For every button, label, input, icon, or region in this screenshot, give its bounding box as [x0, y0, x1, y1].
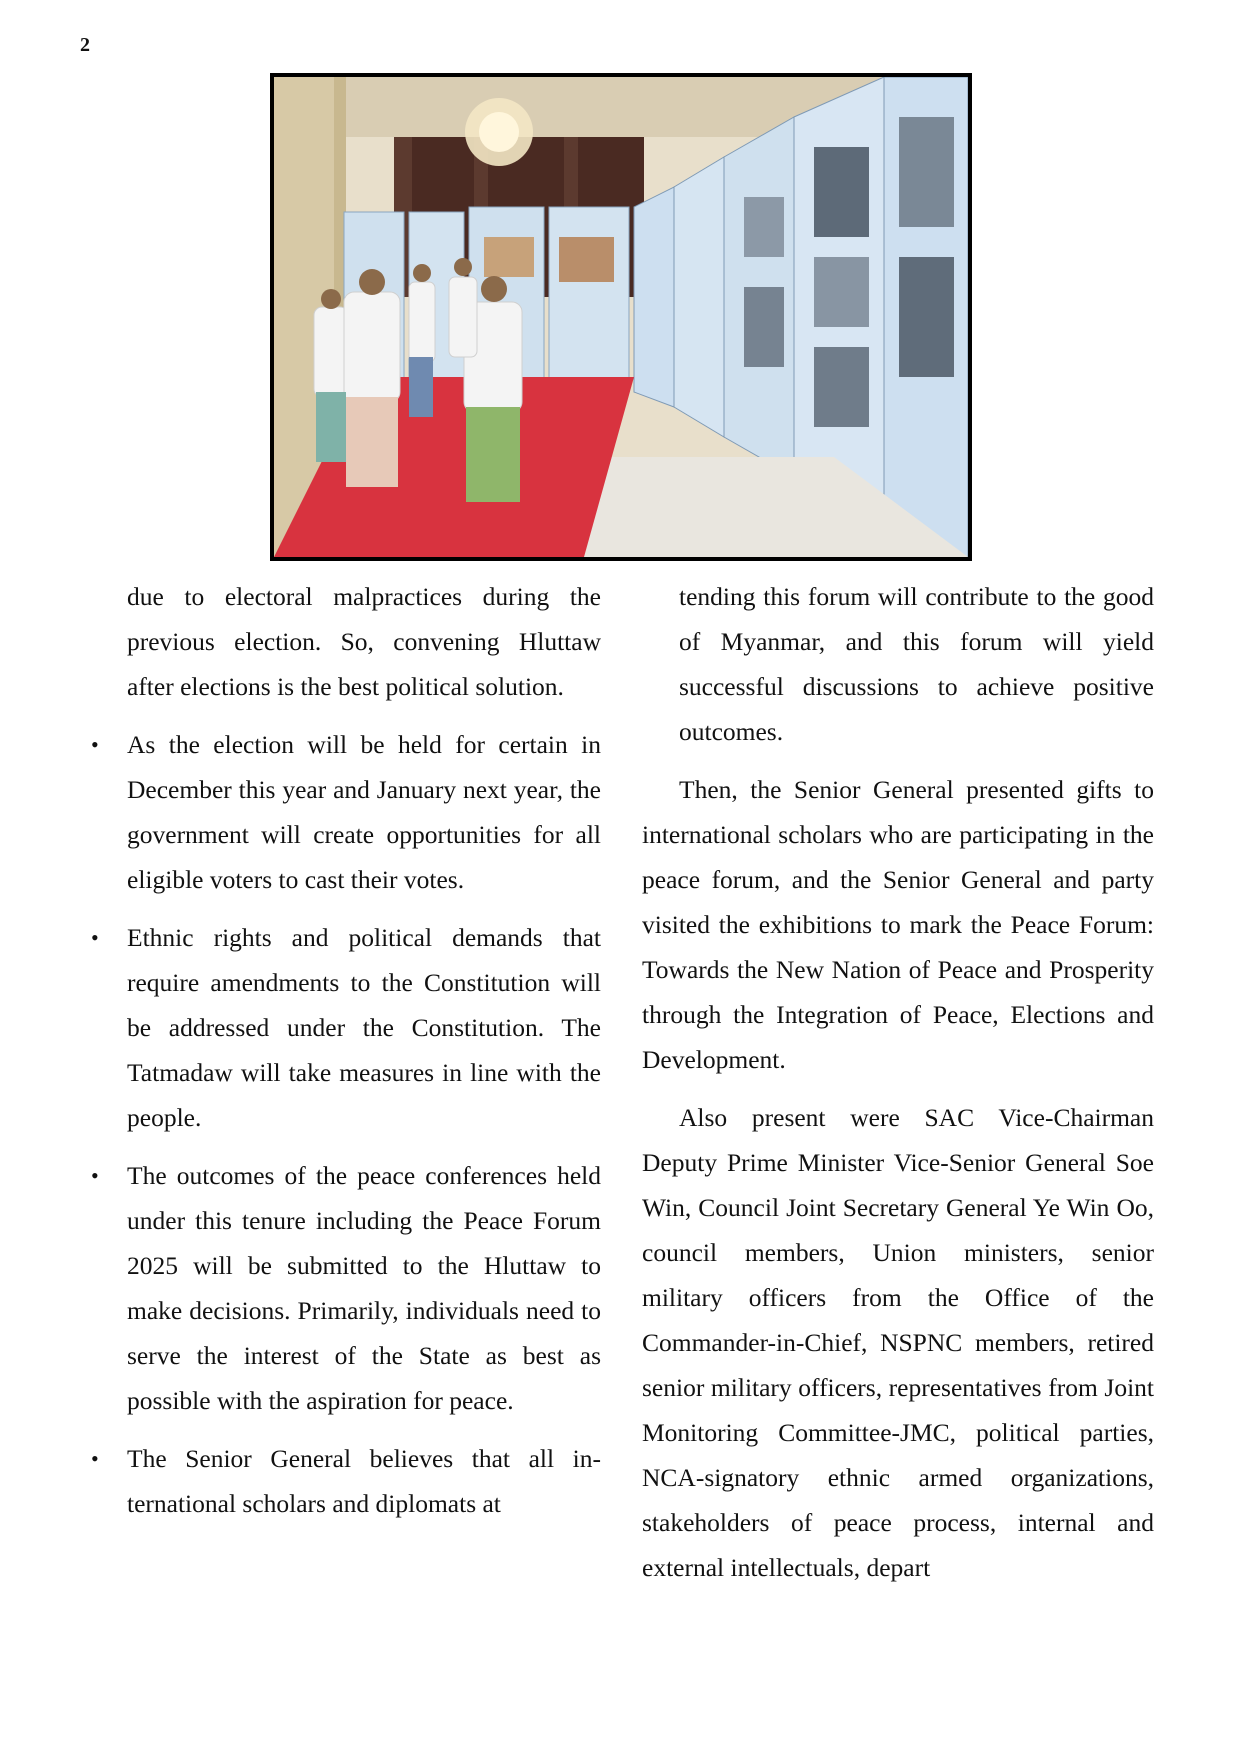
bullet-item	[91, 722, 601, 902]
bullet-text: As the election will be held for certain in December this year and January next year, the government will create opportunities for all eligible voters to cast their votes.	[127, 730, 601, 894]
bullet-item	[91, 915, 601, 1140]
body-paragraph: Also present were SAC Vice-Chairman Deputy Prime Minister Vice-Senior General Soe Win, Council Joint Secretary General Ye Win Oo, council members, Union ministers, senior military officers from the Office of the Commander-in-Chief, NSPNC members, retired senior military officers, representatives from Joint Monitoring Committee-JMC, political parties, NCA-signatory ethnic armed organizations, stakeholders of peace process, internal and external intellectuals, depart	[642, 1103, 1154, 1582]
bullet-list	[91, 722, 601, 1526]
left-continuation-paragraph: due to electoral malpractices during the previous election. So, convening Hluttaw after elections is the best political solution.	[127, 582, 601, 701]
bullet-text: Ethnic rights and political demands that require amendments to the Constitution will be addressed under the Constitution. The Tatmadaw will take measures in line with the people.	[127, 923, 601, 1132]
bullet-item	[91, 1436, 601, 1526]
bullet-text: The Senior General believes that all international scholars and diplomats at	[127, 1444, 601, 1518]
page-number: 2	[80, 34, 90, 56]
body-paragraph: Then, the Senior General presented gifts to international scholars who are participating in the peace forum, and the Senior General and party visited the exhibitions to mark the Peace Forum: Towards the New Nation of Peace and Prosperity through the Integration of Peace, Elections and Development.	[642, 775, 1154, 1074]
exhibition-photo	[270, 73, 972, 561]
right-continuation-paragraph: tending this forum will contribute to the good of Myanmar, and this forum will yield successful discussions to achieve positive outcomes.	[679, 582, 1154, 746]
bullet-dot: •	[91, 1163, 99, 1188]
bullet-item	[91, 1153, 601, 1423]
bullet-dot: •	[91, 925, 99, 950]
left-column	[91, 574, 601, 1539]
right-column	[642, 574, 1154, 1603]
bullet-dot: •	[91, 732, 99, 757]
bullet-text: The outcomes of the peace conferences held under this tenure including the Peace Forum 2025 will be submitted to the Hluttaw to make decisions. Primarily, individuals need to serve the interest of the State as best as possible with the aspiration for peace.	[127, 1161, 601, 1415]
bullet-dot: •	[91, 1446, 99, 1471]
exhibition-photo-illustration	[274, 77, 968, 557]
